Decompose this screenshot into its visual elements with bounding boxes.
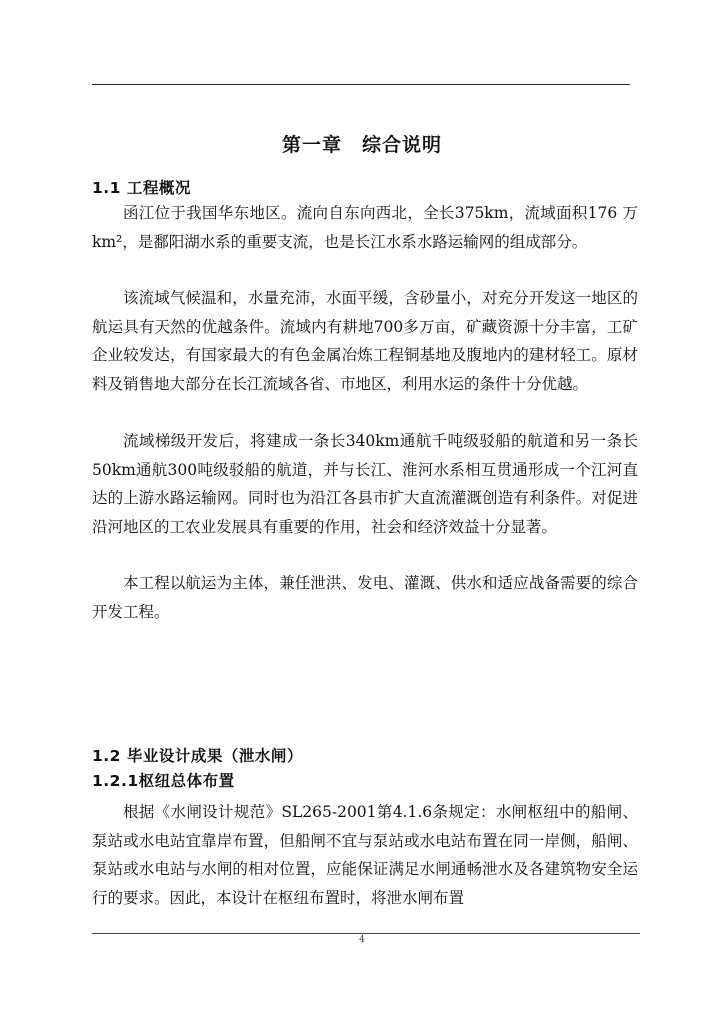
section-heading-1-2: 1.2 毕业设计成果（泄水闸）	[92, 747, 303, 765]
section-heading-1-1: 1.1 工程概况	[92, 179, 191, 197]
subsection-heading-1-2-1: 1.2.1枢纽总体布置	[92, 772, 235, 790]
footer-rule	[92, 933, 640, 934]
paragraph-cascade-development: 流域梯级开发后，将建成一条长340km通航千吨级驳船的航道和另一条长50km通航300吨级驳船的航道，并与长江、淮河水系相互贯通形成一个江河直达的上游水路运输网。同时也为沿江各县市扩大直流灌溉创造有利条件。对促进沿河地区的工农业发展具有重要的作用，社会和经济效益十分显著。	[92, 432, 638, 536]
paragraph-project-purpose: 本工程以航运为主体，兼任泄洪、发电、灌溉、供水和适应战备需要的综合开发工程。	[92, 574, 638, 621]
paragraph-river-overview: 函江位于我国华东地区。流向自东向西北，全长375km，流域面积176 万km²，是鄱阳湖水系的重要支流，也是长江水系水路运输网的组成部分。	[92, 204, 638, 251]
paragraph-layout-regulation: 根据《水闸设计规范》SL265-2001第4.1.6条规定：水闸枢纽中的船闸、泵站或水电站宜靠岸布置，但船闸不宜与泵站或水电站布置在同一岸侧，船闸、泵站或水电站与水闸的相对位置，应能保证满足水闸通畅泄水及各建筑物安全运行的要求。因此，本设计在枢纽布置时，将泄水闸布置	[92, 803, 638, 907]
page-number: 4	[359, 935, 365, 945]
header-rule	[92, 84, 630, 85]
chapter-title: 第一章 综合说明	[281, 134, 442, 156]
paragraph-climate-resources: 该流域气候温和，水量充沛，水面平缓，含砂量小，对充分开发这一地区的航运具有天然的优越条件。流域内有耕地700多万亩，矿藏资源十分丰富，工矿企业较发达，有国家最大的有色金属冶炼工程铜基地及腹地内的建材轻工。原材料及销售地大部分在长江流域各省、市地区，利用水运的条件十分优越。	[92, 289, 638, 393]
